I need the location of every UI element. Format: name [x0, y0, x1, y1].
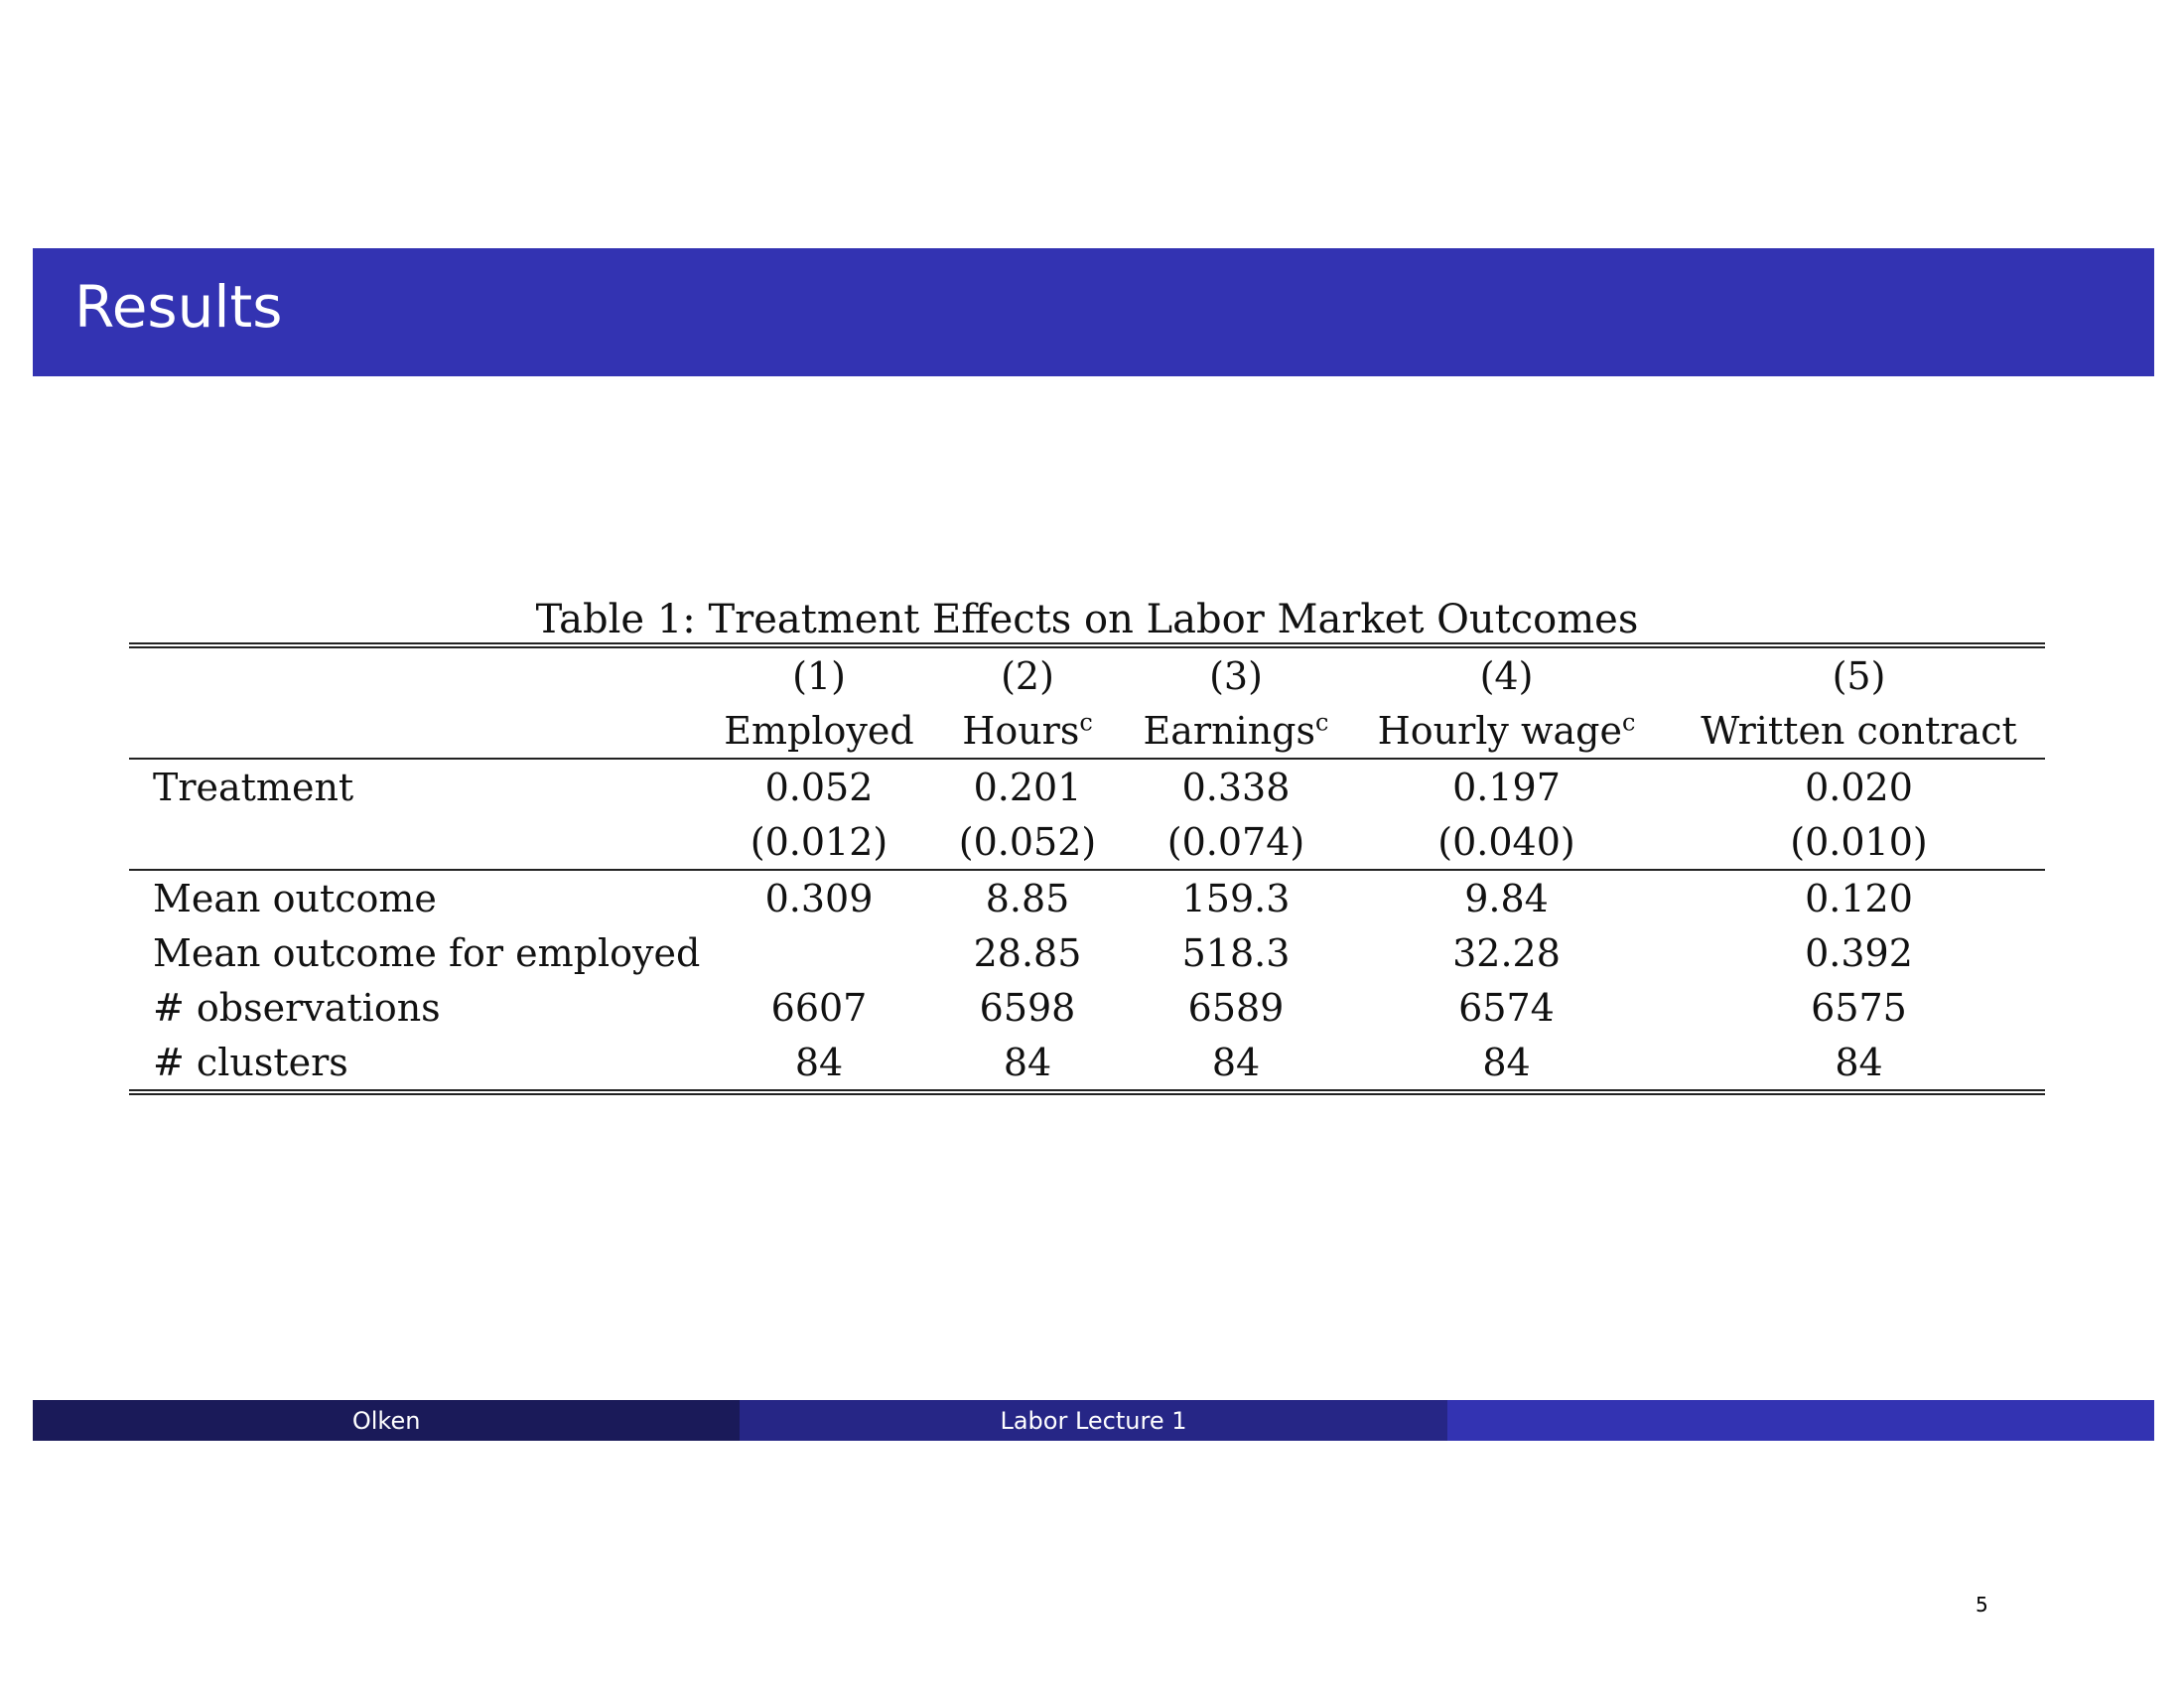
row-label: Mean outcome: [153, 876, 437, 920]
title-bar: [33, 248, 2154, 376]
stat-cell: 6575: [1811, 985, 1907, 1030]
stat-cell: 0.309: [764, 876, 874, 920]
stat-cell: 8.85: [985, 876, 1070, 920]
table-caption: Table 1: Treatment Effects on Labor Market Outcomes: [535, 597, 1639, 642]
standard-error-row: [129, 814, 2045, 870]
column-name: [923, 703, 1132, 759]
stat-cell: 0.120: [1805, 876, 1913, 920]
stat-row-mean-outcome-employed: [129, 925, 2045, 980]
coefficient-cell: 0.201: [973, 765, 1082, 809]
footer-bar: [33, 1400, 2154, 1441]
stat-cell: 6589: [1187, 985, 1285, 1030]
column-number: (4): [1340, 645, 1673, 703]
row-label: # observations: [153, 985, 441, 1030]
page-number: 5: [1976, 1593, 1988, 1617]
row-label-empty: [129, 814, 715, 870]
results-table: [129, 642, 2045, 1095]
stat-cell: 84: [1673, 1035, 2045, 1092]
footer-course: Labor Lecture 1: [740, 1400, 1446, 1441]
column-number: (5): [1673, 645, 2045, 703]
footer-author: Olken: [33, 1400, 740, 1441]
standard-error-cell: (0.012): [715, 814, 923, 870]
column-name-text: Hourly wage: [1377, 708, 1622, 753]
stat-cell: 518.3: [1181, 930, 1291, 975]
results-table-container: [129, 642, 2045, 1095]
stat-row-mean-outcome: [129, 870, 2045, 925]
coefficient-cell: 0.338: [1181, 765, 1291, 809]
standard-error-cell: (0.010): [1673, 814, 2045, 870]
row-label: Mean outcome for employed: [153, 930, 701, 975]
stat-cell: 9.84: [1464, 876, 1549, 920]
standard-error-cell: (0.040): [1340, 814, 1673, 870]
stat-cell: 32.28: [1452, 930, 1561, 975]
standard-error-cell: (0.074): [1132, 814, 1340, 870]
column-name-row: [129, 703, 2045, 759]
column-name-text: Written contract: [1701, 708, 2017, 753]
stat-cell: 84: [715, 1035, 923, 1092]
column-name: [1673, 703, 2045, 759]
footer-right: [1447, 1400, 2154, 1441]
standard-error-cell: (0.052): [923, 814, 1132, 870]
stat-cell: 6607: [770, 985, 868, 1030]
column-superscript: c: [1621, 707, 1636, 736]
column-superscript: c: [1315, 707, 1329, 736]
column-name-text: Employed: [724, 708, 914, 753]
column-number: (3): [1132, 645, 1340, 703]
column-name-text: Hours: [962, 708, 1080, 753]
column-number-row: [129, 645, 2045, 703]
treatment-row: [129, 759, 2045, 814]
stat-cell: 84: [1132, 1035, 1340, 1092]
header-empty-cell: [129, 703, 715, 759]
column-name: [1132, 703, 1340, 759]
stat-cell: 6574: [1458, 985, 1555, 1030]
row-label: Treatment: [153, 765, 354, 809]
stat-cell: 159.3: [1181, 876, 1291, 920]
stat-cell: 0.392: [1805, 930, 1913, 975]
column-number: (1): [715, 645, 923, 703]
coefficient-cell: 0.197: [1452, 765, 1561, 809]
stat-row-clusters: [129, 1035, 2045, 1092]
column-name: [1340, 703, 1673, 759]
column-name: [715, 703, 923, 759]
column-superscript: c: [1079, 707, 1093, 736]
header-empty-cell: [129, 645, 715, 703]
stat-row-observations: [129, 980, 2045, 1035]
stat-cell: 84: [923, 1035, 1132, 1092]
coefficient-cell: 0.052: [764, 765, 874, 809]
stat-cell: [715, 925, 923, 980]
coefficient-cell: 0.020: [1805, 765, 1913, 809]
row-label: # clusters: [129, 1035, 715, 1092]
stat-cell: 6598: [979, 985, 1076, 1030]
column-number: (2): [923, 645, 1132, 703]
stat-cell: 28.85: [973, 930, 1082, 975]
slide-title: Results: [74, 273, 283, 341]
column-name-text: Earnings: [1143, 708, 1316, 753]
stat-cell: 84: [1340, 1035, 1673, 1092]
